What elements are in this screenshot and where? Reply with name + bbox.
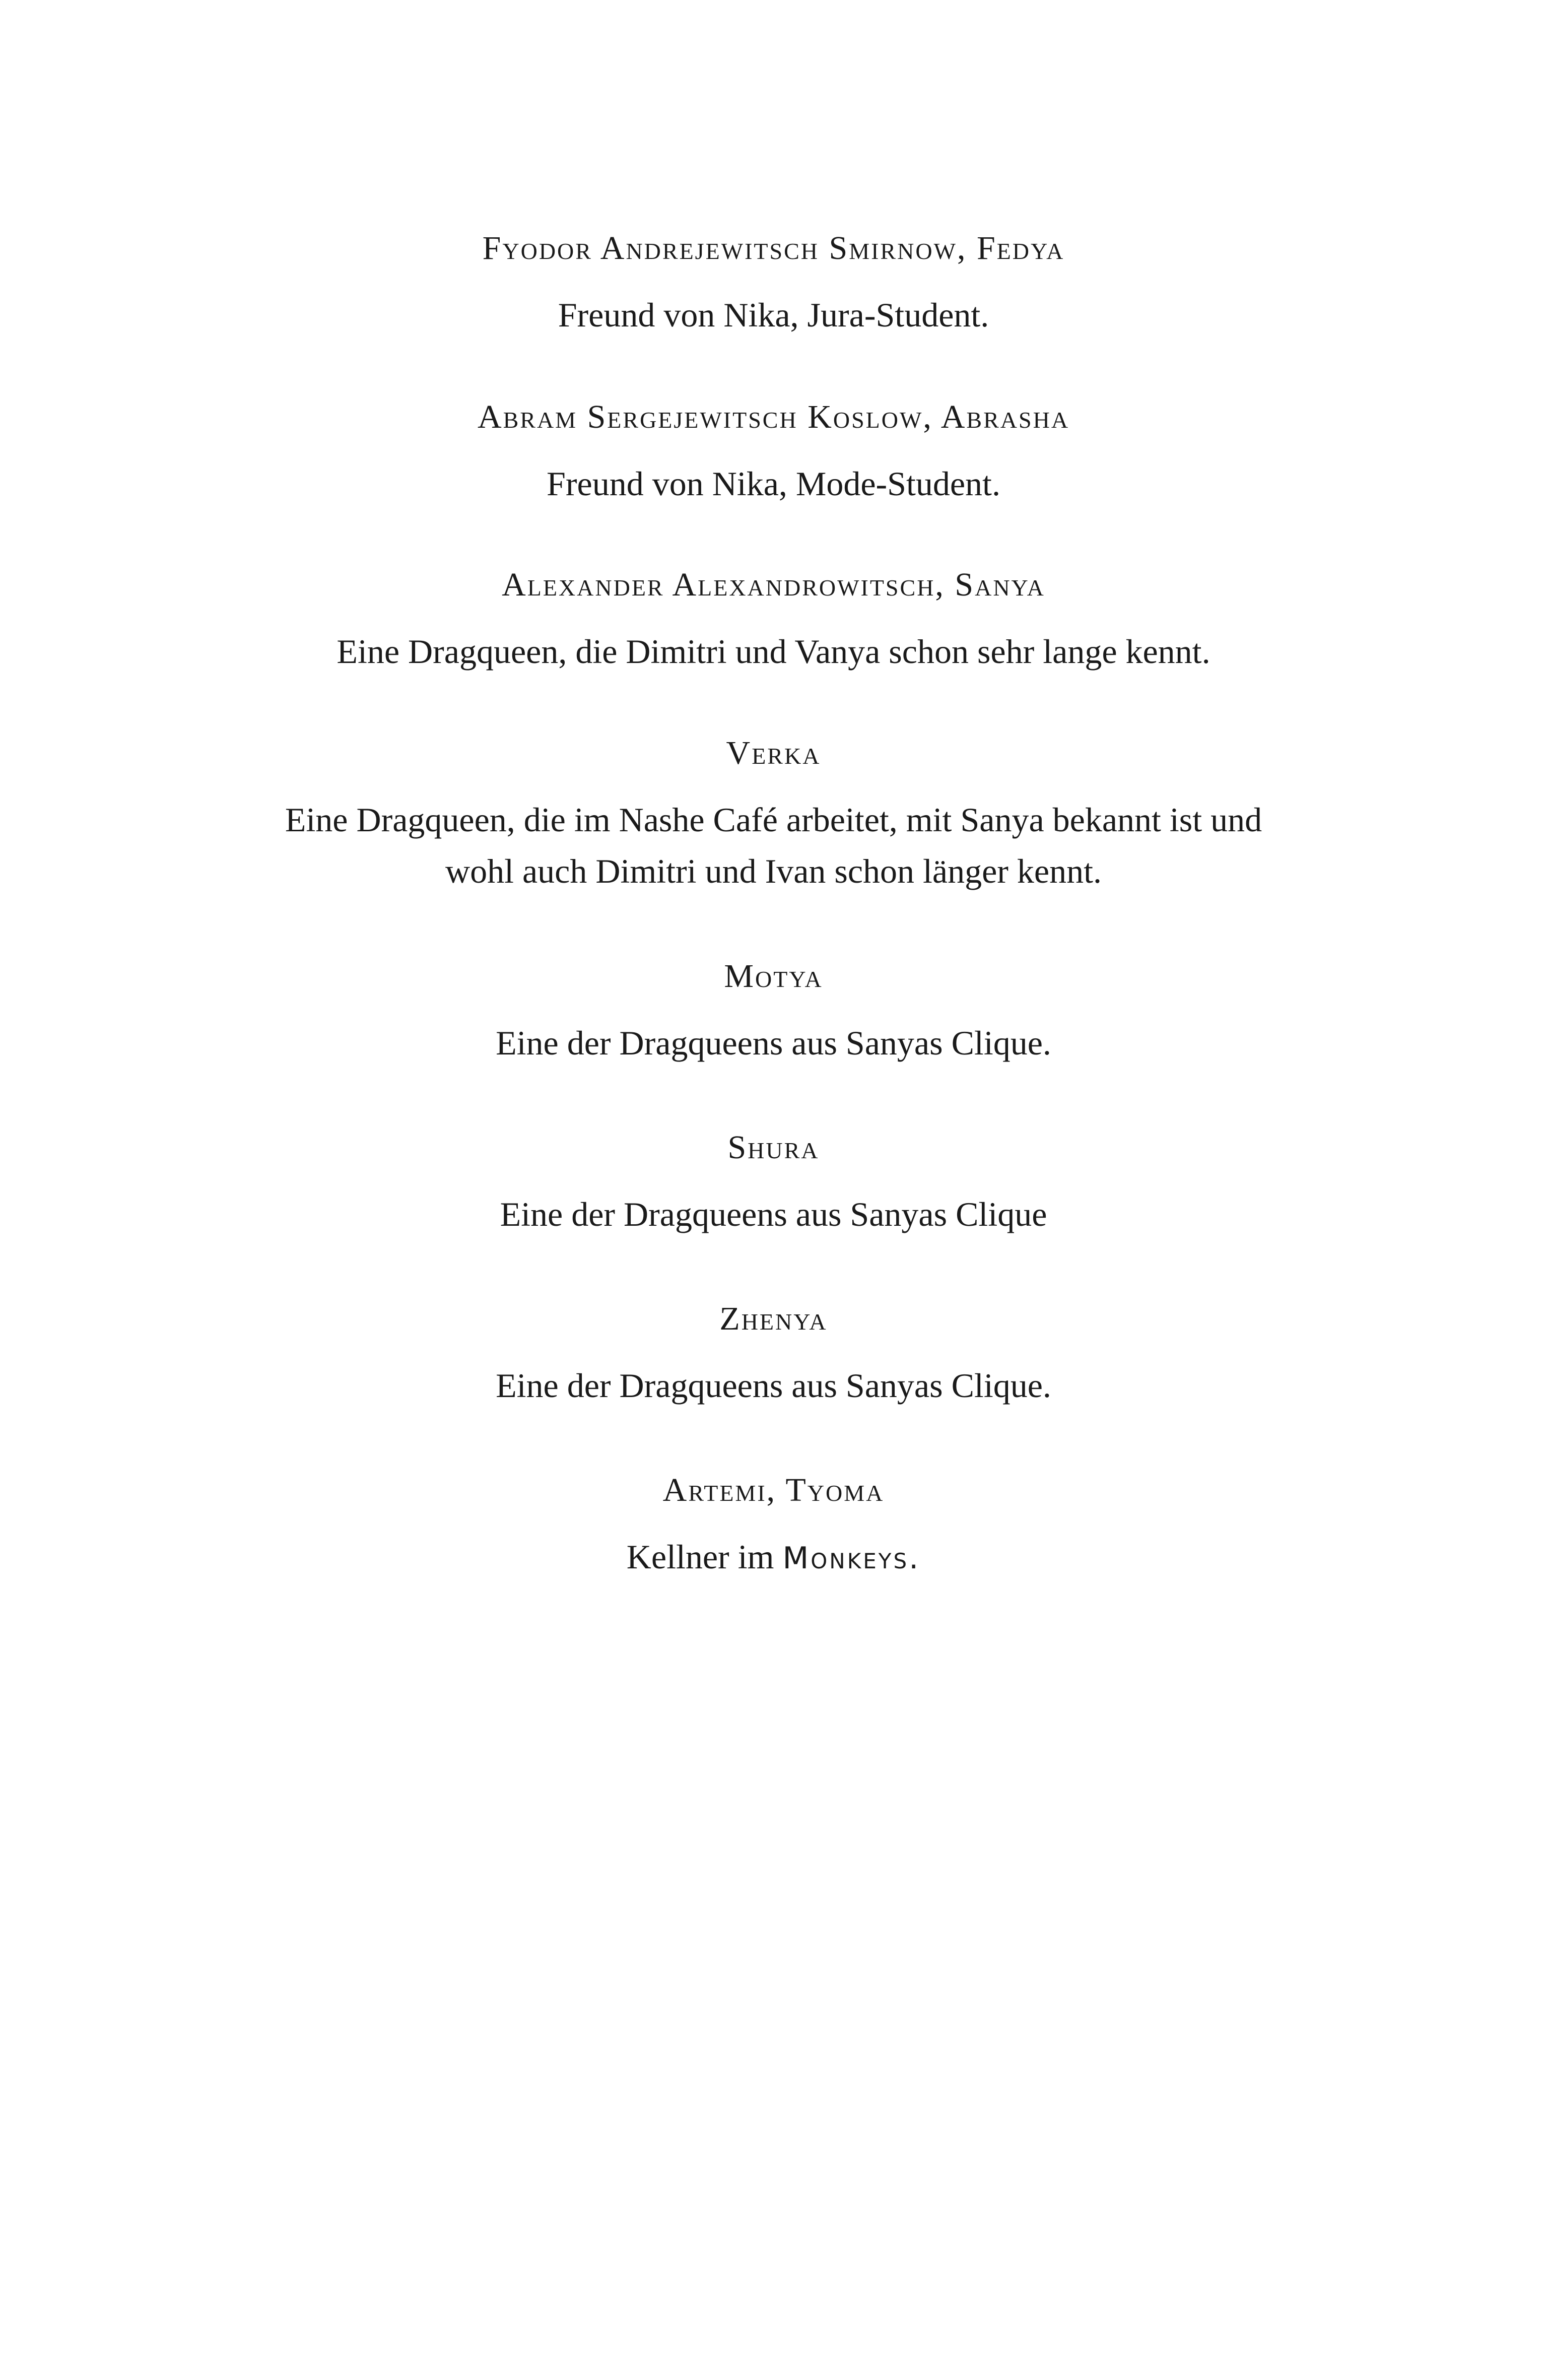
character-description: Eine der Dragqueens aus Sanyas Clique.	[496, 1366, 1051, 1405]
description-text: Kellner im	[626, 1538, 783, 1576]
character-description	[0, 1531, 1547, 1584]
character-entry	[0, 1302, 1547, 1411]
character-name: Motya	[724, 958, 823, 995]
character-description: Freund von Nika, Mode-Student.	[547, 465, 1000, 503]
character-description: Eine Dragqueen, die Dimitri und Vanya schon sehr lange kennt.	[337, 632, 1210, 671]
character-description: Eine der Dragqueens aus Sanyas Clique.	[496, 1024, 1051, 1062]
character-description-line: wohl auch Dimitri und Ivan schon länger kennt.	[445, 852, 1102, 890]
brand-name: Monkeys.	[782, 1541, 921, 1576]
character-entry	[0, 1474, 1547, 1584]
character-name: Verka	[726, 735, 821, 771]
character-entry	[0, 401, 1547, 509]
character-name: Fyodor Andrejewitsch Smirnow, Fedya	[482, 230, 1065, 267]
character-entry	[0, 232, 1547, 341]
character-description: Freund von Nika, Jura-Student.	[558, 296, 989, 334]
character-name: Artemi, Tyoma	[662, 1472, 885, 1508]
character-name: Alexander Alexandrowitsch, Sanya	[502, 566, 1045, 603]
character-description-line: Eine Dragqueen, die im Nashe Café arbeitet, mit Sanya bekannt ist und	[285, 801, 1262, 839]
character-entry	[0, 1131, 1547, 1240]
character-entry	[0, 568, 1547, 677]
character-name: Shura	[727, 1129, 820, 1166]
character-entry	[0, 960, 1547, 1069]
character-entry	[0, 737, 1547, 897]
character-name: Zhenya	[719, 1300, 828, 1337]
character-description: Eine der Dragqueens aus Sanyas Clique	[500, 1195, 1047, 1233]
character-name: Abram Sergejewitsch Koslow, Abrasha	[477, 399, 1070, 435]
